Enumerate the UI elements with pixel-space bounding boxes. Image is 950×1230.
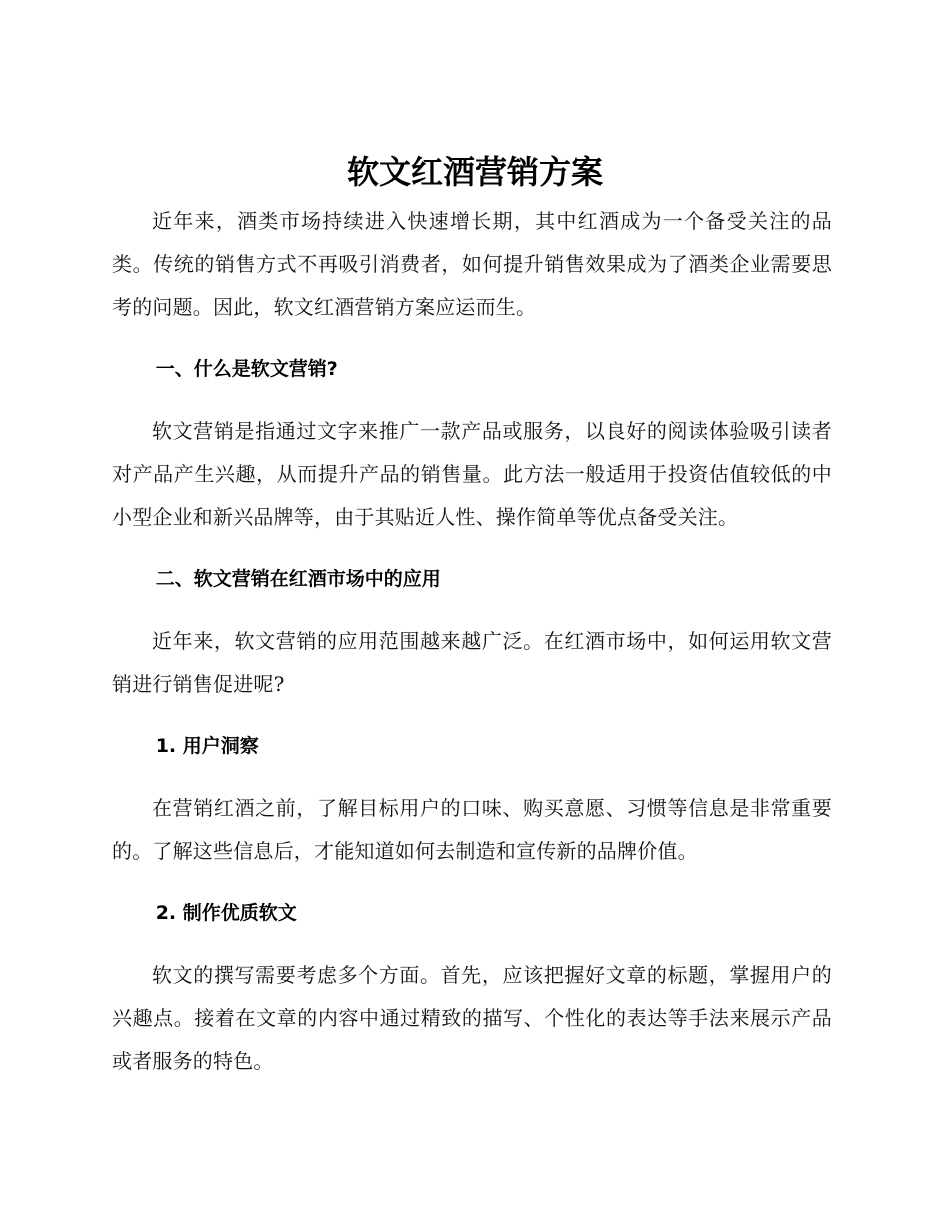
intro-paragraph: 近年来，酒类市场持续进入快速增长期，其中红酒成为一个备受关注的品类。传统的销售方式不再吸引消费者，如何提升销售效果成为了酒类企业需要思考的问题。因此，软文红酒营销方案应运而生。 <box>112 209 832 319</box>
section-paragraph-what-is-soft-marketing: 软文营销是指通过文字来推广一款产品或服务，以良好的阅读体验吸引读者对产品产生兴趣，从而提升产品的销售量。此方法一般适用于投资估值较低的中小型企业和新兴品牌等，由于其贴近人性、操作简单等优点备受关注。 <box>112 419 832 529</box>
document-title: 软文红酒营销方案 <box>346 153 603 191</box>
section-heading-application: 二、软文营销在红酒市场中的应用 <box>155 568 441 590</box>
section-paragraph-quality-content: 软文的撰写需要考虑多个方面。首先，应该把握好文章的标题，掌握用户的兴趣点。接着在文章的内容中通过精致的描写、个性化的表达等手法来展示产品或者服务的特色。 <box>112 963 832 1073</box>
section-paragraph-user-insight: 在营销红酒之前，了解目标用户的口味、购买意愿、习惯等信息是非常重要的。了解这些信息后，才能知道如何去制造和宣传新的品牌价值。 <box>112 796 832 863</box>
section-paragraph-application: 近年来，软文营销的应用范围越来越广泛。在红酒市场中，如何运用软文营销进行销售促进呢? <box>112 629 832 696</box>
section-heading-user-insight: 1. 用户洞察 <box>155 735 259 757</box>
section-heading-quality-content: 2. 制作优质软文 <box>155 902 297 924</box>
document-body <box>112 200 832 1102</box>
section-heading-what-is-soft-marketing: 一、什么是软文营销? <box>155 358 338 380</box>
